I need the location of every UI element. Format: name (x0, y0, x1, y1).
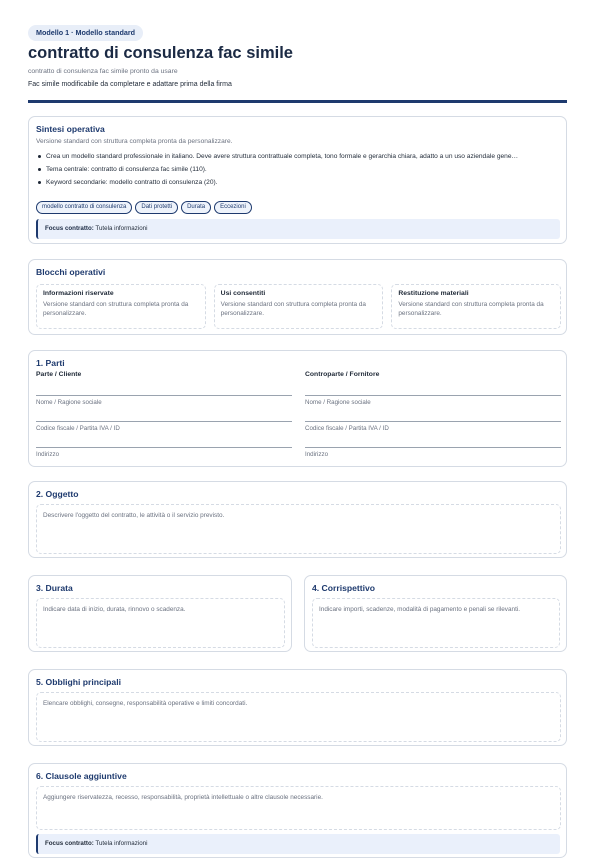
sintesi-card (28, 116, 567, 244)
field-label: Indirizzo (305, 451, 329, 458)
party-heading: Parte / Cliente (36, 371, 82, 378)
oggetto-title: 2. Oggetto (36, 489, 79, 499)
blocco-desc: Versione standard con struttura completa pronta da personalizzare. (43, 301, 189, 317)
focus-value: Tutela informazioni (95, 225, 148, 232)
model-badge: Modello 1 · Modello standard (28, 25, 143, 41)
page-subtitle: contratto di consulenza fac simile pronto da usare (28, 68, 178, 75)
sintesi-bullets (36, 152, 560, 191)
durata-title: 3. Durata (36, 583, 73, 593)
blocco-title: Usi consentiti (220, 290, 266, 297)
bullet-item: Tema centrale: contratto di consulenza fac simile (110). (36, 165, 560, 174)
oggetto-card (28, 481, 567, 558)
bullet-item: Keyword secondarie: modello contratto di consulenza (20). (36, 178, 560, 187)
focus-label: Focus contratto: (45, 225, 94, 232)
page-note: Fac simile modificabile da completare e adattare prima della firma (28, 81, 232, 88)
obblighi-textarea[interactable]: Elencare obblighi, consegne, responsabilità operative e limiti concordati. (36, 692, 561, 742)
bullet-item: Crea un modello standard professionale in italiano. Deve avere struttura contrattuale completa, tono formale e gerarchia chiara, adatto a un uso aziendale gene… (36, 152, 560, 161)
blocco-restituzione-materiali (391, 284, 561, 329)
parti-card (28, 350, 567, 467)
sintesi-desc: Versione standard con struttura completa pronta da personalizzare. (36, 138, 233, 145)
field-label: Nome / Ragione sociale (36, 399, 102, 406)
field-label: Indirizzo (36, 451, 60, 458)
blocchi-title: Blocchi operativi (36, 267, 106, 277)
durata-card (28, 575, 292, 652)
focus-label: Focus contratto: (45, 840, 94, 847)
sintesi-title: Sintesi operativa (36, 124, 105, 134)
tag-eccezioni[interactable]: Eccezioni (214, 201, 252, 214)
blocco-title: Informazioni riservate (43, 290, 114, 297)
page-title: contratto di consulenza fac simile (28, 44, 293, 62)
obblighi-card (28, 669, 567, 746)
party-cliente (36, 371, 292, 469)
blocchi-card (28, 259, 567, 335)
focus-callout (36, 219, 560, 239)
obblighi-title: 5. Obblighi principali (36, 677, 121, 687)
focus-callout-bottom (36, 834, 560, 854)
field-label: Nome / Ragione sociale (305, 399, 371, 406)
focus-value: Tutela informazioni (95, 840, 148, 847)
durata-textarea[interactable]: Indicare data di inizio, durata, rinnovo o scadenza. (36, 598, 285, 648)
clausole-title: 6. Clausole aggiuntive (36, 771, 127, 781)
clausole-card (28, 763, 567, 858)
blocco-desc: Versione standard con struttura completa pronta da personalizzare. (398, 301, 544, 317)
blocco-informazioni-riservate (36, 284, 206, 329)
tag-durata[interactable]: Durata (181, 201, 211, 214)
clausole-textarea[interactable]: Aggiungere riservatezza, recesso, responsabilità, proprietà intellettuale o altre clausole necessarie. (36, 786, 561, 830)
blocco-desc: Versione standard con struttura completa pronta da personalizzare. (220, 301, 366, 317)
corrispettivo-textarea[interactable]: Indicare importi, scadenze, modalità di pagamento e penali se rilevanti. (312, 598, 560, 648)
tag-modello[interactable]: modello contratto di consulenza (36, 201, 132, 214)
field-label: Codice fiscale / Partita IVA / ID (36, 425, 120, 432)
blocco-usi-consentiti (214, 284, 384, 329)
blocco-title: Restituzione materiali (398, 290, 469, 297)
corrispettivo-card (304, 575, 567, 652)
corrispettivo-title: 4. Corrispettivo (312, 583, 376, 593)
party-fornitore (305, 371, 561, 469)
party-heading: Controparte / Fornitore (305, 371, 380, 378)
parti-title: 1. Parti (36, 358, 65, 368)
field-label: Codice fiscale / Partita IVA / ID (305, 425, 389, 432)
blocchi-grid (36, 284, 561, 329)
tag-list (36, 201, 252, 214)
tag-dati-protetti[interactable]: Dati protetti (135, 201, 178, 214)
header-divider (28, 100, 567, 103)
oggetto-textarea[interactable]: Descrivere l'oggetto del contratto, le attività o il servizio previsto. (36, 504, 561, 554)
